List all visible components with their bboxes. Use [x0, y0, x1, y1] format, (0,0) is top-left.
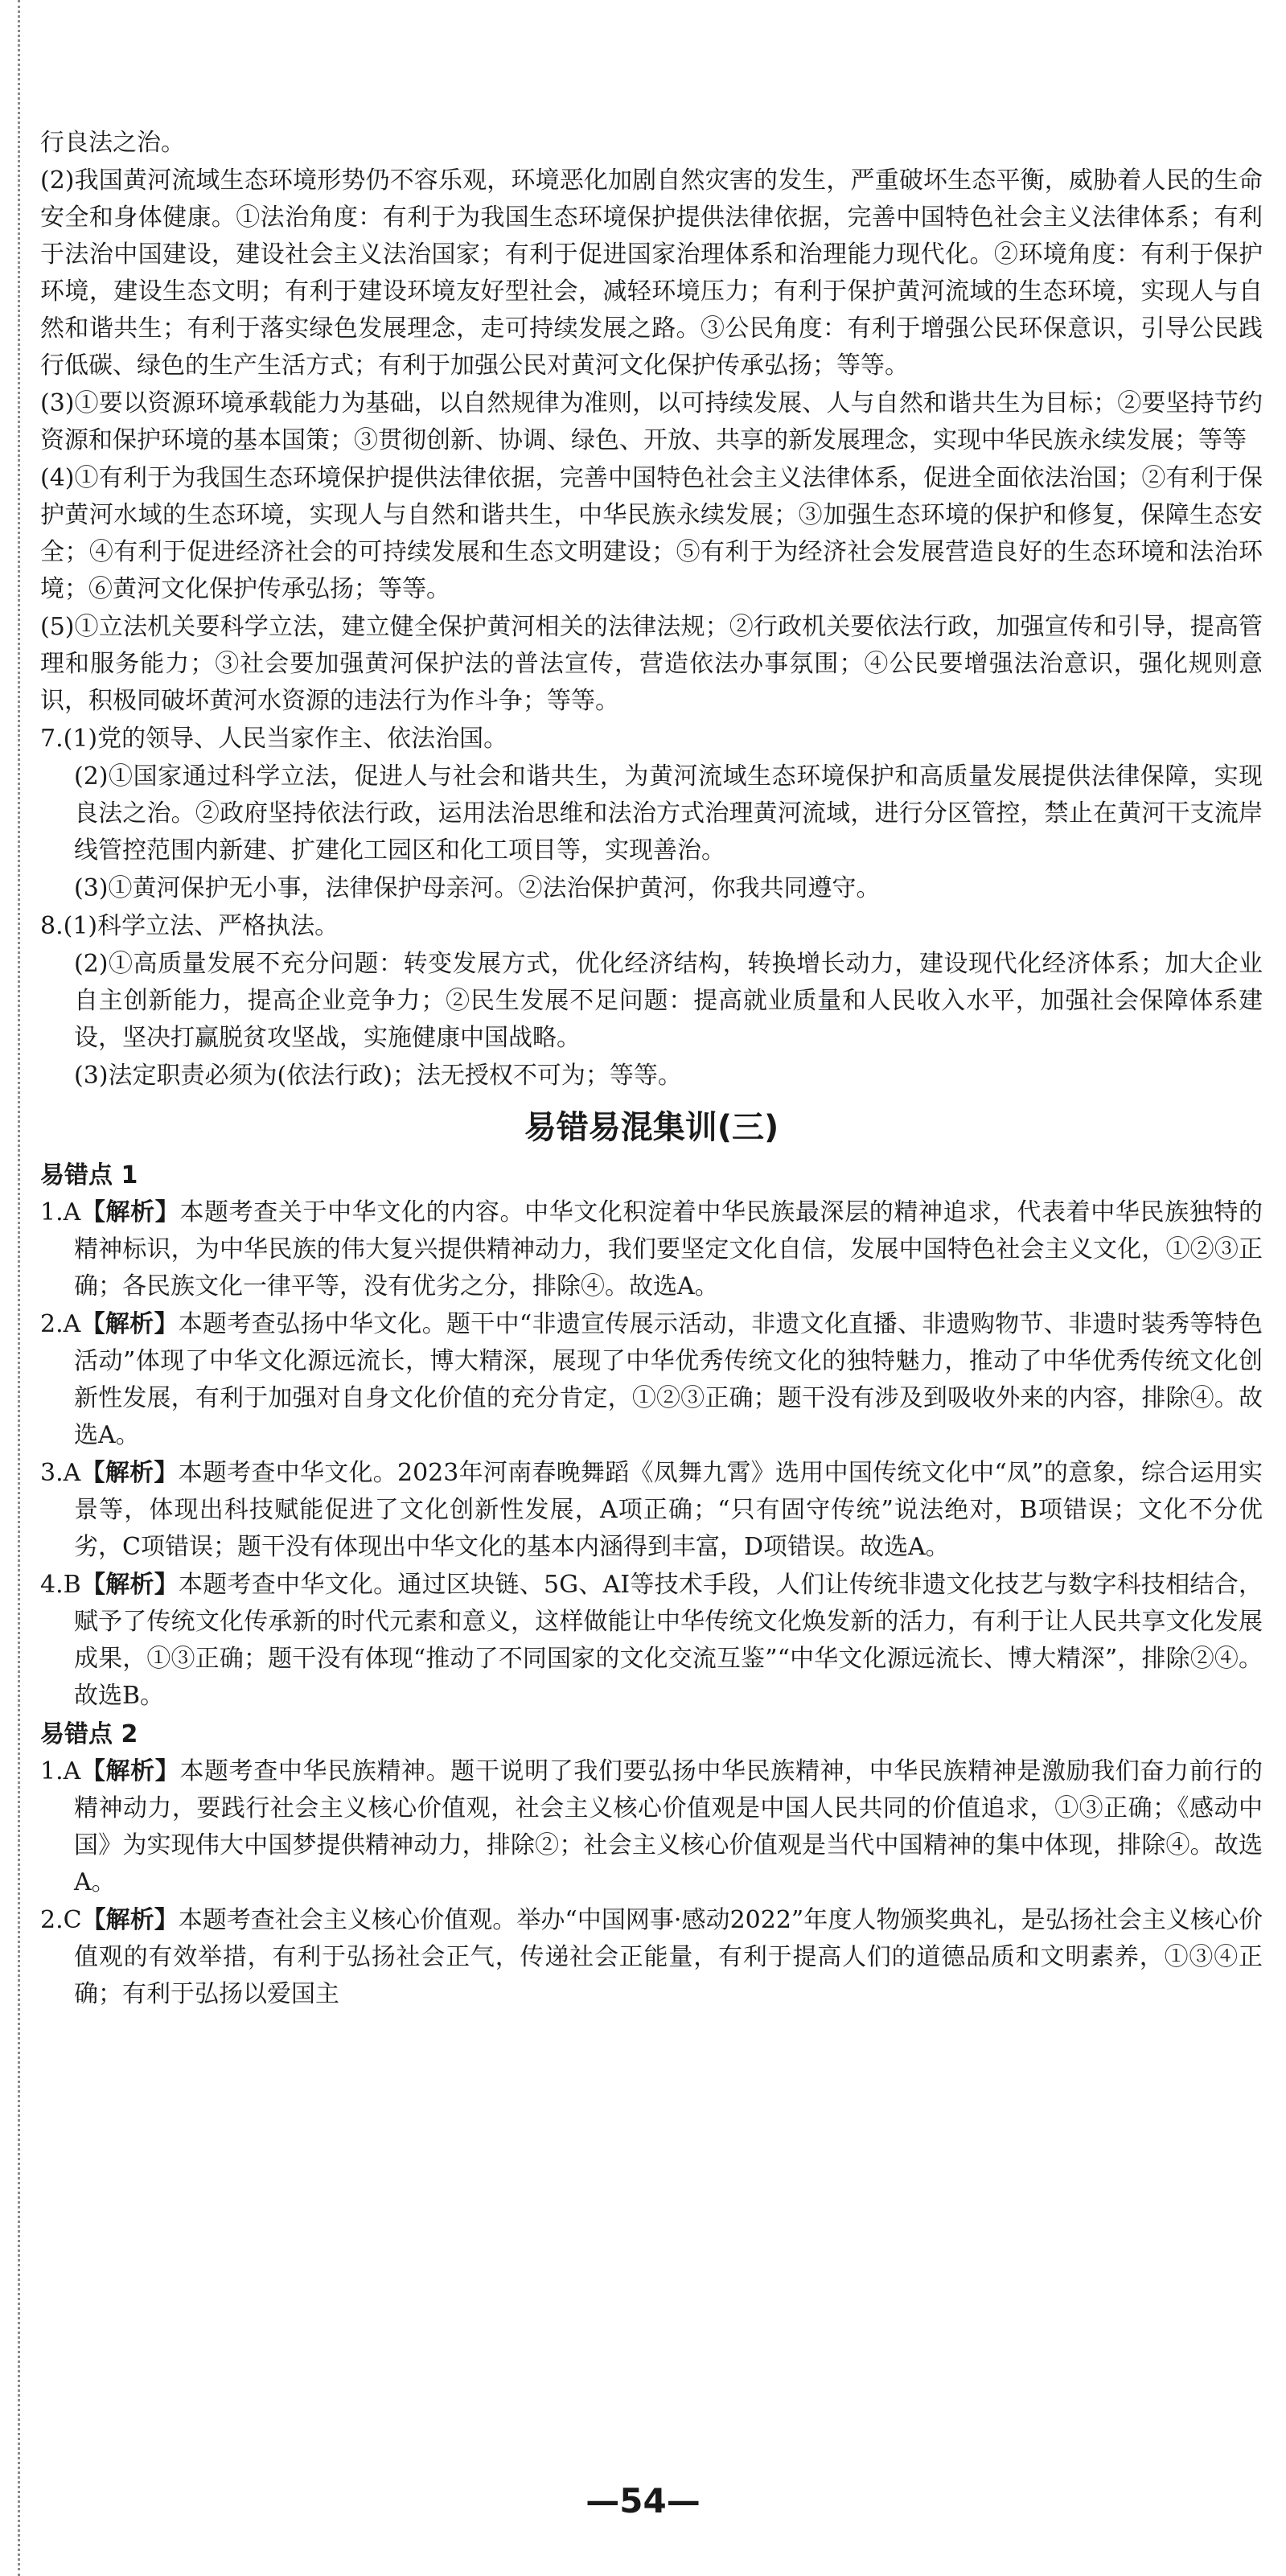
error-point-2-heading: 易错点 2 — [40, 1720, 138, 1748]
point1-answer-1 — [40, 1194, 1263, 1305]
continued-answer-line: 行良法之治。 — [40, 129, 185, 157]
answer-part-2: (2)我国黄河流域生态环境形势仍不容乐观，环境恶化加剧自然灾害的发生，严重破坏生态平衡，威胁着人民的生命安全和身体健康。①法治角度：有利于为我国生态环境保护提供法律依据，完善中国特色社会主义法律体系；有利于法治中国建设，建设社会主义法治国家；有利于促进国家治理体系和治理能力现代化。②环境角度：有利于保护环境，建设生态文明；有利于建设环境友好型社会，减轻环境压力；有利于保护黄河流域的生态环境，实现人与自然和谐共生；有利于落实绿色发展理念，走可持续发展之路。③公民角度：有利于增强公民环保意识，引导公民践行低碳、绿色的生产生活方式；有利于加强公民对黄河文化保护传承弘扬；等等。 — [40, 166, 1263, 380]
answer-part-3: (3)①要以资源环境承载能力为基础，以自然规律为准则，以可持续发展、人与自然和谐共生为目标；②要坚持节约资源和保护环境的基本国策；③贯彻创新、协调、绿色、开放、共享的新发展理念，实现中华民族永续发展；等等 — [40, 389, 1263, 454]
analysis-tag: 【解析】 — [80, 1310, 179, 1338]
answer-number: 3.A — [40, 1459, 81, 1487]
point2-answer-1 — [40, 1753, 1263, 1901]
point1-answer-2 — [40, 1306, 1263, 1454]
analysis-tag: 【解析】 — [80, 1198, 180, 1226]
answer-text: 本题考查中华文化。2023年河南春晚舞蹈《凤舞九霄》选用中国传统文化中“凤”的意象，综合运用实景等，体现出科技赋能促进了文化创新性发展，A项正确；“只有固守传统”说法绝对，B项错误；文化不分优劣，C项错误；题干没有体现出中华文化的基本内涵得到丰富，D项错误。故选A。 — [74, 1459, 1263, 1561]
q8-part-3: (3)法定职责必须为(依法行政)；法无授权不可为；等等。 — [74, 1062, 682, 1090]
answer-number: 2.A — [40, 1310, 81, 1338]
point2-answer-2 — [40, 1902, 1263, 2013]
q8-part-1: 8.(1)科学立法、严格执法。 — [40, 912, 339, 940]
answer-text: 本题考查关于中华文化的内容。中华文化积淀着中华民族最深层的精神追求，代表着中华民族独特的精神标识，为中华民族的伟大复兴提供精神动力，我们要坚定文化自信，发展中国特色社会主义文化，①②③正确；各民族文化一律平等，没有优劣之分，排除④。故选A。 — [74, 1198, 1263, 1300]
answer-text: 本题考查社会主义核心价值观。举办“中国网事·感动2022”年度人物颁奖典礼，是弘扬社会主义核心价值观的有效举措，有利于弘扬社会正气，传递社会正能量，有利于提高人们的道德品质和文明素养，①③④正确；有利于弘扬以爱国主 — [74, 1906, 1263, 2008]
q8-part-2: (2)①高质量发展不充分问题：转变发展方式，优化经济结构，转换增长动力，建设现代化经济体系；加大企业自主创新能力，提高企业竞争力；②民生发展不足问题：提高就业质量和人民收入水平，加强社会保障体系建设，坚决打赢脱贫攻坚战，实施健康中国战略。 — [74, 950, 1263, 1052]
error-point-1-heading: 易错点 1 — [40, 1161, 138, 1189]
page-content — [40, 125, 1263, 2014]
point1-answer-3 — [40, 1455, 1263, 1566]
analysis-tag: 【解析】 — [80, 1571, 179, 1599]
binding-dotted-line — [18, 0, 20, 2576]
answer-part-4: (4)①有利于为我国生态环境保护提供法律依据，完善中国特色社会主义法律体系，促进全面依法治国；②有利于保护黄河水域的生态环境，实现人与自然和谐共生，中华民族永续发展；③加强生态环境的保护和修复，保障生态安全；④有利于促进经济社会的可持续发展和生态文明建设；⑤有利于为经济社会发展营造良好的生态环境和法治环境；⑥黄河文化保护传承弘扬；等等。 — [40, 464, 1263, 603]
q7-part-1: 7.(1)党的领导、人民当家作主、依法治国。 — [40, 725, 508, 753]
answer-text: 本题考查中华民族精神。题干说明了我们要弘扬中华民族精神，中华民族精神是激励我们奋力前行的精神动力，要践行社会主义核心价值观，社会主义核心价值观是中国人民共同的价值追求，①③正确；《感动中国》为实现伟大中国梦提供精神动力，排除②；社会主义核心价值观是当代中国精神的集中体现，排除④。故选A。 — [74, 1757, 1263, 1896]
answer-text: 本题考查中华文化。通过区块链、5G、AI等技术手段，人们让传统非遗文化技艺与数字科技相结合，赋予了传统文化传承新的时代元素和意义，这样做能让中华传统文化焕发新的活力，有利于让人民共享文化发展成果，①③正确；题干没有体现“推动了不同国家的文化交流互鉴”“中华文化源远流长、博大精深”，排除②④。故选B。 — [74, 1571, 1263, 1710]
analysis-tag: 【解析】 — [80, 1459, 179, 1487]
analysis-tag: 【解析】 — [80, 1757, 180, 1785]
analysis-tag: 【解析】 — [81, 1906, 179, 1934]
answer-number: 1.A — [40, 1757, 81, 1785]
page-number: —54— — [585, 2481, 701, 2521]
answer-text: 本题考查弘扬中华文化。题干中“非遗宣传展示活动，非遗文化直播、非遗购物节、非遗时装秀等特色活动”体现了中华文化源远流长，博大精深，展现了中华优秀传统文化的独特魅力，推动了中华优秀传统文化创新性发展，有利于加强对自身文化价值的充分肯定，①②③正确；题干没有涉及到吸收外来的内容，排除④。故选A。 — [74, 1310, 1263, 1449]
section-title: 易错易混集训(三) — [524, 1109, 779, 1146]
answer-part-5: (5)①立法机关要科学立法，建立健全保护黄河相关的法律法规；②行政机关要依法行政，加强宣传和引导，提高管理和服务能力；③社会要加强黄河保护法的普法宣传，营造依法办事氛围；④公民要增强法治意识，强化规则意识，积极同破坏黄河水资源的违法行为作斗争；等等。 — [40, 613, 1263, 715]
q7-part-2: (2)①国家通过科学立法，促进人与社会和谐共生，为黄河流域生态环境保护和高质量发展提供法律保障，实现良法之治。②政府坚持依法行政，运用法治思维和法治方式治理黄河流域，进行分区管控，禁止在黄河干支流岸线管控范围内新建、扩建化工园区和化工项目等，实现善治。 — [74, 762, 1263, 865]
q7-part-3: (3)①黄河保护无小事，法律保护母亲河。②法治保护黄河，你我共同遵守。 — [74, 874, 881, 902]
answer-number: 4.B — [40, 1571, 81, 1599]
point1-answer-4 — [40, 1567, 1263, 1715]
answer-number: 2.C — [40, 1906, 82, 1934]
answer-number: 1.A — [40, 1198, 81, 1226]
